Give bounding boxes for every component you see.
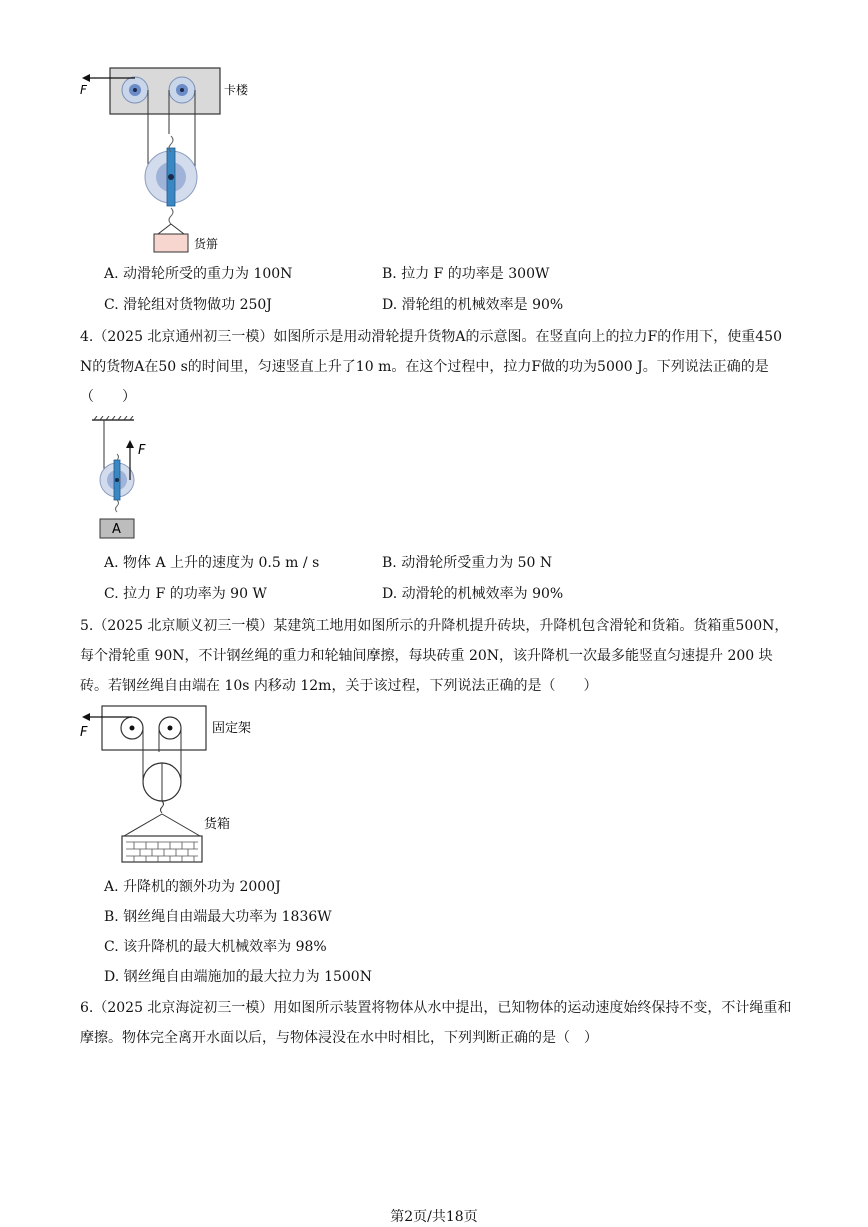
q3-option-a[interactable]: A. 动滑轮所受的重力为 100N [104, 266, 293, 282]
q5-option-c[interactable]: C. 该升降机的最大机械效率为 98% [104, 939, 327, 955]
cargo-a-label: A [112, 522, 121, 537]
q3-option-b[interactable]: B. 拉力 F 的功率是 300W [382, 266, 550, 282]
force-label: F [80, 83, 87, 97]
q4-option-a[interactable]: A. 物体 A 上升的速度为 0.5 m / s [104, 555, 320, 571]
q5-option-b[interactable]: B. 钢丝绳自由端最大功率为 1836W [104, 909, 332, 925]
box-label: 货箱 [204, 817, 231, 832]
force-label: F [80, 725, 88, 740]
q4-option-c[interactable]: C. 拉力 F 的功率为 90 W [104, 586, 267, 602]
q6-text: 6.（2025 北京海淀初三一模）用如图所示装置将物体从水中提出，已知物体的运动速度始终保持不变，不计绳重和摩擦。物体完全离开水面以后，与物体浸没在水中时相比，下列判断正确的是（ ） [80, 1000, 792, 1046]
page-footer: 第2页/共18页 [390, 1209, 478, 1225]
force-label: F [138, 443, 146, 458]
ceiling-label: 卡楼 [224, 83, 249, 97]
frame-label: 固定架 [212, 721, 252, 736]
q3-option-c[interactable]: C. 滑轮组对货物做功 250J [104, 297, 272, 313]
q5-option-a[interactable]: A. 升降机的额外功为 2000J [104, 879, 281, 895]
cargo-label: 货笧 [194, 237, 219, 251]
q5-option-d[interactable]: D. 钢丝绳自由端施加的最大拉力为 1500N [104, 969, 372, 985]
q5-text: 5.（2025 北京顺义初三一模）某建筑工地用如图所示的升降机提升砖块，升降机包含滑轮和货箱。货箱重500N，每个滑轮重 90N，不计钢丝绳的重力和轮轴间摩擦，每块砖重 20N，该升降机一次最多能竖直匀速提升 200 块砖。若钢丝绳自由端在 10s 内移动 12m，关于该过程，下列说法正确的是（ ） [80, 618, 789, 694]
q3-option-d[interactable]: D. 滑轮组的机械效率是 90% [382, 297, 564, 313]
q4-text: 4.（2025 北京通州初三一模）如图所示是用动滑轮提升货物A的示意图。在竖直向上的拉力F的作用下，使重450 N的货物A在50 s的时间里，匀速竖直上升了10 m。在这个过程中，拉力F做的功为5000 J。下列说法正确的是（ ） [80, 329, 782, 405]
cargo-box [154, 234, 188, 252]
q4-option-b[interactable]: B. 动滑轮所受重力为 50 N [382, 555, 553, 571]
elevator-figure [78, 704, 278, 868]
fixed-frame [102, 706, 206, 750]
pulley-figure-2 [92, 416, 172, 542]
q4-option-d[interactable]: D. 动滑轮的机械效率为 90% [382, 586, 564, 602]
pulley-figure-1 [78, 62, 268, 258]
